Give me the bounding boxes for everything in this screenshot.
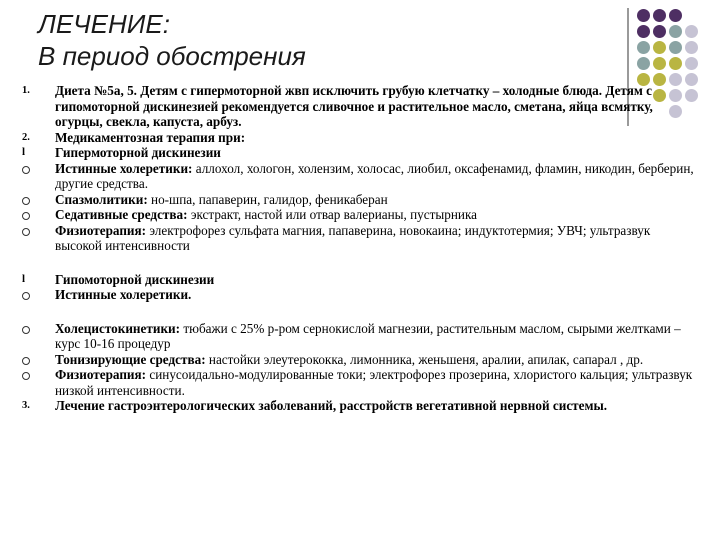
- list-item: [22, 130, 694, 146]
- decorative-dot: [669, 9, 682, 22]
- item-text: экстракт, настой или отвар валерианы, пустырника: [187, 207, 478, 222]
- item-bold-text: Гипермоторной дискинезии: [55, 145, 221, 160]
- list-item: [22, 207, 694, 223]
- item-bold-text: Истинные холеретики:: [55, 160, 193, 176]
- list-item: [22, 223, 694, 254]
- hollow-bullet-icon: [22, 367, 46, 384]
- item-bold-text: Спазмолитики:: [55, 191, 148, 207]
- item-text: но-шпа, папаверин, галидор, феникаберан: [147, 191, 388, 207]
- item-text: аллохол, хологон, холензим, холосас, лиобил, оксафенамид, фламин, никодин, берберин, другие средства.: [55, 160, 694, 191]
- decorative-dot: [637, 25, 650, 38]
- hollow-bullet-icon: [22, 223, 46, 240]
- decorative-dot: [637, 9, 650, 22]
- item-bold-text: Холецистокинетики:: [55, 320, 181, 336]
- item-bold-text: Диета №5а, 5. Детям с гипермоторной жвп исключить грубую клетчатку – холодные блюда. Детям с гипомоторной дискинезией рекомендуется сливочное и растительное масло, сметана, яйца всмятку, огурцы, свекла, капуста, арбуз.: [55, 83, 653, 129]
- decorative-dot: [669, 41, 682, 54]
- list-number: 2.: [22, 131, 30, 143]
- list-item: [22, 145, 694, 161]
- hollow-bullet-icon: [22, 192, 46, 209]
- item-bold-text: Лечение гастроэнтерологических заболеваний, расстройств вегетативной нервной системы.: [55, 398, 608, 413]
- hollow-bullet-icon: [22, 321, 46, 338]
- hollow-bullet-icon: [22, 161, 46, 178]
- list-item: [22, 287, 694, 303]
- list-item: [22, 352, 694, 368]
- slide-title: [38, 8, 306, 72]
- list-item: [22, 272, 694, 288]
- item-bold-text: Гипомоторной дискинезии: [55, 271, 215, 287]
- list-item: [22, 161, 694, 192]
- item-text: тюбажи с 25% р-ром сернокислой магнезии, растительным маслом, сырыми желтками – курс 10-16 процедур: [55, 320, 681, 351]
- hollow-bullet-icon: [22, 352, 46, 369]
- title-line-1: ЛЕЧЕНИЕ:: [38, 9, 170, 39]
- item-text: синусоидально-модулированные токи; электрофорез прозерина, хлористого кальция; ультразвук низкой интенсивности.: [55, 367, 693, 398]
- title-line-2: В период обострения: [38, 41, 306, 71]
- decorative-dot: [637, 41, 650, 54]
- decorative-dot: [653, 25, 666, 38]
- decorative-dot: [669, 25, 682, 38]
- decorative-dot: [685, 25, 698, 38]
- item-bold-text: Истинные холеретики.: [55, 287, 192, 302]
- item-bold-text: Физиотерапия:: [55, 367, 147, 382]
- list-number: 1.: [22, 85, 30, 96]
- item-bold-text: Физиотерапия:: [55, 222, 147, 238]
- decorative-dot: [685, 57, 698, 70]
- filled-bullet-icon: l: [22, 146, 26, 158]
- item-text: электрофорез сульфата магния, папаверина, новокаина; индуктотермия; УВЧ; ультразвук высокой интенсивности: [55, 222, 651, 253]
- list-item: [22, 367, 694, 398]
- list-number: 3.: [22, 400, 30, 411]
- hollow-bullet-icon: [22, 207, 46, 224]
- filled-bullet-icon: l: [22, 272, 26, 285]
- list-item: [22, 398, 694, 414]
- list-item: [22, 192, 694, 208]
- decorative-dot: [637, 57, 650, 70]
- decorative-dot: [685, 41, 698, 54]
- item-text: настойки элеутерококка, лимонника, женьшеня, аралии, апилак, сапарал , др.: [205, 351, 644, 367]
- list-item: [22, 321, 694, 352]
- decorative-dot: [653, 41, 666, 54]
- decorative-dot: [653, 9, 666, 22]
- item-bold-text: Медикаментозная терапия при:: [55, 129, 246, 145]
- item-bold-text: Седативные средства:: [55, 207, 188, 222]
- decorative-dot: [653, 57, 666, 70]
- slide-body: [22, 83, 694, 414]
- hollow-bullet-icon: [22, 287, 46, 304]
- decorative-dot: [669, 57, 682, 70]
- item-bold-text: Тонизирующие средства:: [55, 351, 206, 367]
- list-item: [22, 83, 694, 130]
